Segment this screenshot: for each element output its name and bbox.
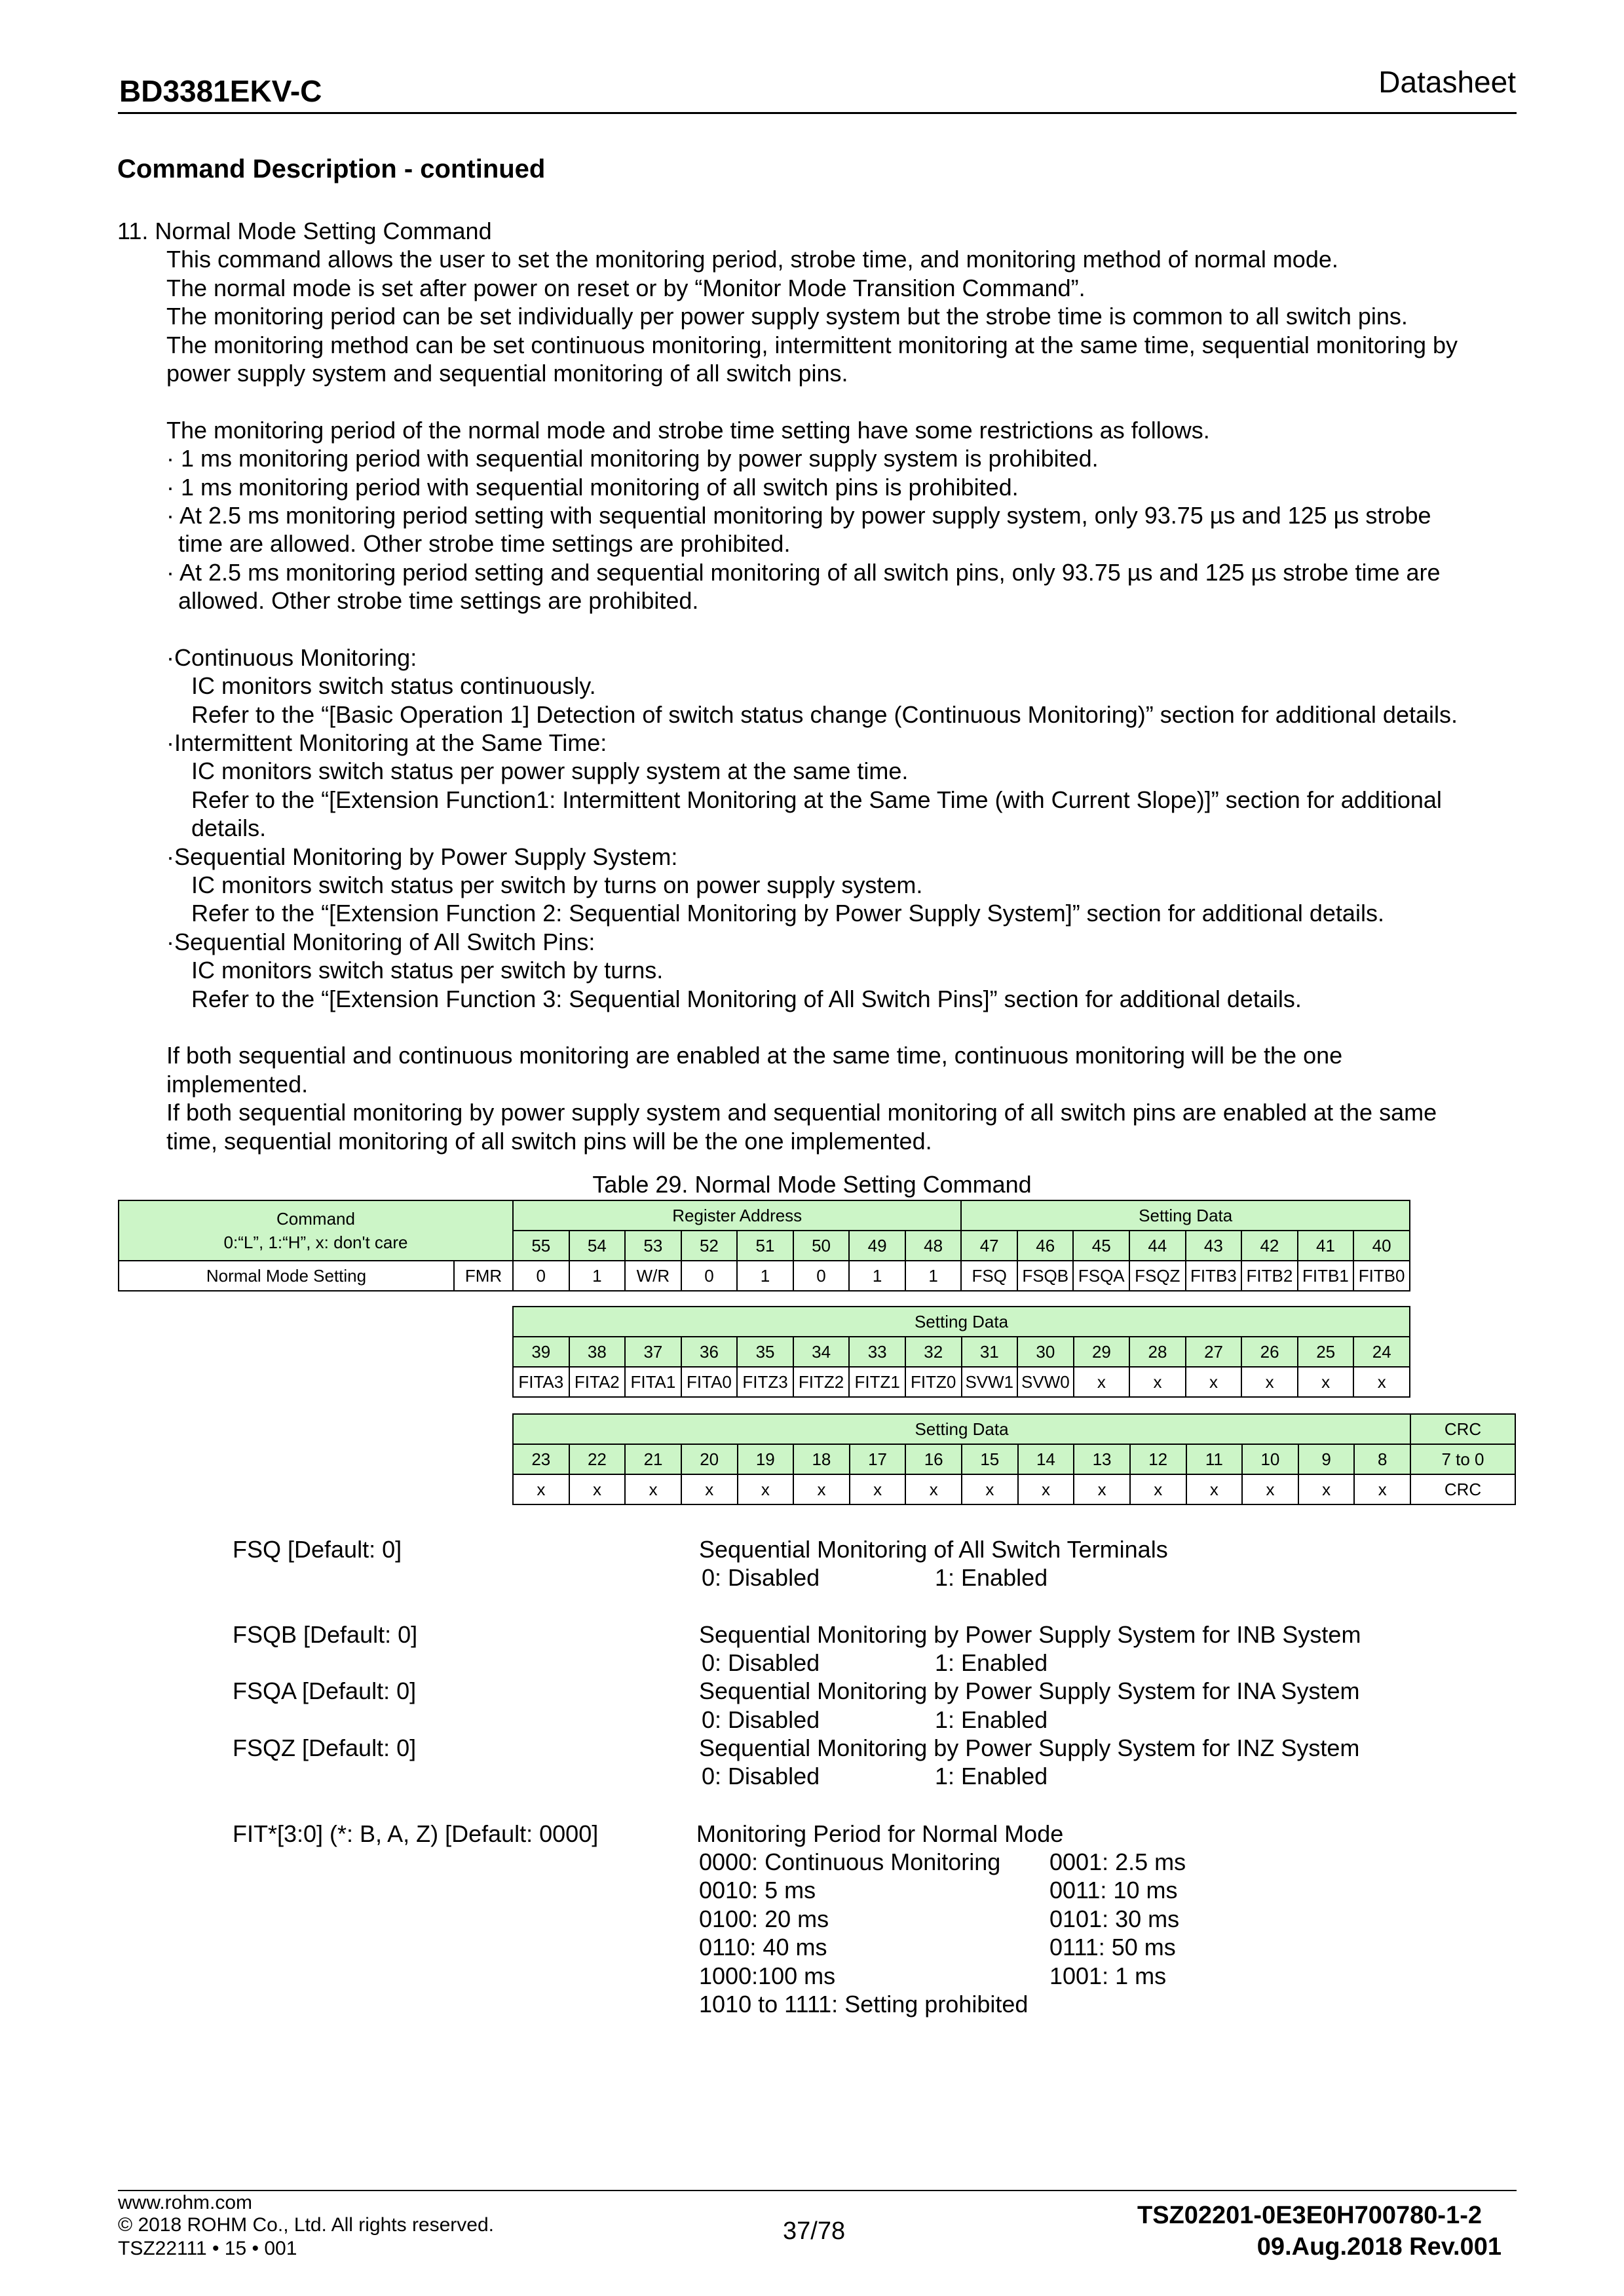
bit-number: 53 <box>625 1231 681 1261</box>
bit-number: 36 <box>681 1337 738 1367</box>
body-line: IC monitors switch status per switch by turns. <box>191 957 664 984</box>
bit-value: FITB0 <box>1353 1261 1410 1291</box>
fsqz-opt1: 1: Enabled <box>935 1763 1048 1789</box>
body-line: details. <box>191 814 267 842</box>
bit-value: 1 <box>905 1261 962 1291</box>
bit-number: 34 <box>793 1337 850 1367</box>
fsq-opt1: 1: Enabled <box>935 1564 1048 1591</box>
fit-option: 0001: 2.5 ms <box>1049 1848 1186 1875</box>
bit-value: x <box>962 1474 1018 1504</box>
bit-number: 30 <box>1017 1337 1074 1367</box>
form-code: TSZ22111 • 15 • 001 <box>118 2238 297 2259</box>
bit-value: x <box>1298 1474 1355 1504</box>
body-line <box>117 1013 1526 1041</box>
bit-value: x <box>1186 1474 1243 1504</box>
body-line <box>117 387 1526 415</box>
body-line: IC monitors switch status continuously. <box>191 672 596 700</box>
bit-number: 41 <box>1298 1231 1354 1261</box>
body-line: · 1 ms monitoring period with sequential monitoring of all switch pins is prohibited. <box>166 473 1019 501</box>
bit-value: FSQ <box>961 1261 1017 1291</box>
bit-number: 7 to 0 <box>1410 1444 1515 1474</box>
bit-value: 1 <box>849 1261 905 1291</box>
bit-number: 38 <box>569 1337 626 1367</box>
bit-value: W/R <box>625 1261 681 1291</box>
bit-number: 55 <box>513 1231 569 1261</box>
bit-number: 16 <box>905 1444 962 1474</box>
fsqa-desc: Sequential Monitoring by Power Supply System for INA System <box>699 1677 1360 1704</box>
register-table-1 <box>118 1200 1410 1292</box>
bit-value: x <box>1186 1367 1242 1397</box>
bit-number: 21 <box>625 1444 681 1474</box>
bit-number: 14 <box>1018 1444 1074 1474</box>
bit-value: FITA2 <box>569 1367 626 1397</box>
bit-value: 0 <box>793 1261 850 1291</box>
bit-value: x <box>1130 1474 1186 1504</box>
bit-number: 33 <box>849 1337 905 1367</box>
register-address-header: Register Address <box>513 1200 961 1231</box>
bit-number: 49 <box>849 1231 905 1261</box>
body-line: implemented. <box>166 1070 309 1098</box>
fit-option: 0011: 10 ms <box>1049 1877 1178 1904</box>
bit-number: 47 <box>961 1231 1017 1261</box>
body-line: power supply system and sequential monitoring of all switch pins. <box>166 359 848 387</box>
bit-number: 17 <box>850 1444 906 1474</box>
row-name: Normal Mode Setting <box>119 1261 454 1291</box>
body-line: ·Sequential Monitoring by Power Supply System: <box>166 843 678 870</box>
document-type: Datasheet <box>1378 65 1516 99</box>
fsq-opt0: 0: Disabled <box>702 1564 820 1591</box>
bit-value: x <box>1074 1474 1130 1504</box>
fsqz-desc: Sequential Monitoring by Power Supply System for INZ System <box>699 1734 1360 1761</box>
bit-value: x <box>850 1474 906 1504</box>
fit-option: 0111: 50 ms <box>1049 1934 1176 1961</box>
setting-data-header: Setting Data <box>961 1200 1410 1231</box>
bit-value: x <box>905 1474 962 1504</box>
fit-option: 1000:100 ms <box>699 1962 836 1989</box>
body-line: The normal mode is set after power on reset or by “Monitor Mode Transition Command”. <box>166 274 1086 301</box>
bit-number: 13 <box>1074 1444 1130 1474</box>
row-code: FMR <box>454 1261 513 1291</box>
fit-option: 0000: Continuous Monitoring <box>699 1848 1001 1875</box>
body-line: time are allowed. Other strobe time settings are prohibited. <box>178 530 791 558</box>
fsqa-opt0: 0: Disabled <box>702 1706 820 1733</box>
bit-number: 11 <box>1186 1444 1243 1474</box>
bit-number: 23 <box>513 1444 569 1474</box>
bit-value: FITZ0 <box>905 1367 962 1397</box>
bit-number: 27 <box>1186 1337 1242 1367</box>
body-line: The monitoring method can be set continuous monitoring, intermittent monitoring at the same time, sequential monitoring by <box>166 331 1458 358</box>
bit-number: 24 <box>1353 1337 1410 1367</box>
bit-number: 15 <box>962 1444 1018 1474</box>
crc-header: CRC <box>1410 1414 1515 1444</box>
command-label: Command <box>276 1209 355 1229</box>
body-line: ·Intermittent Monitoring at the Same Time: <box>166 729 607 757</box>
bit-value: FITB1 <box>1298 1261 1354 1291</box>
document-number: TSZ02201-0E3E0H700780-1-2 <box>1137 2202 1482 2229</box>
bit-number: 26 <box>1241 1337 1298 1367</box>
bit-value: FITA1 <box>625 1367 681 1397</box>
bit-number: 18 <box>793 1444 850 1474</box>
fit-desc: Monitoring Period for Normal Mode <box>696 1820 1064 1847</box>
bit-value: x <box>569 1474 626 1504</box>
body-line: allowed. Other strobe time settings are prohibited. <box>178 587 699 615</box>
date-revision: 09.Aug.2018 Rev.001 <box>1256 2233 1501 2261</box>
legend-text: 0:“L”, 1:“H”, x: don't care <box>223 1233 408 1252</box>
body-text <box>117 217 1526 1155</box>
body-line: ·Continuous Monitoring: <box>166 643 417 671</box>
fsqb-opt0: 0: Disabled <box>702 1649 820 1676</box>
fsqz-opt0: 0: Disabled <box>702 1763 820 1789</box>
bit-value: FITZ3 <box>737 1367 793 1397</box>
body-line: time, sequential monitoring of all switch pins will be the one implemented. <box>166 1127 932 1155</box>
website-link[interactable]: www.rohm.com <box>118 2192 253 2213</box>
bit-value: FITZ2 <box>793 1367 850 1397</box>
fit-option: 0100: 20 ms <box>699 1905 829 1932</box>
bit-number: 42 <box>1241 1231 1298 1261</box>
bit-value: 1 <box>569 1261 626 1291</box>
bit-number: 50 <box>793 1231 850 1261</box>
fsqb-desc: Sequential Monitoring by Power Supply System for INB System <box>699 1621 1361 1648</box>
fit-option: 1001: 1 ms <box>1049 1962 1167 1989</box>
bit-value: x <box>513 1474 569 1504</box>
bit-number: 32 <box>905 1337 962 1367</box>
bit-value: FITZ1 <box>849 1367 905 1397</box>
bit-number: 28 <box>1129 1337 1186 1367</box>
fsqb-label: FSQB [Default: 0] <box>233 1621 418 1648</box>
bit-number: 9 <box>1298 1444 1355 1474</box>
bit-value: x <box>681 1474 738 1504</box>
register-table-3 <box>512 1413 1516 1505</box>
body-line: · At 2.5 ms monitoring period setting and sequential monitoring of all switch pins, only 93.75 µs and 125 µs strobe time are <box>166 558 1441 586</box>
fit-option: 0101: 30 ms <box>1049 1905 1180 1932</box>
bit-number: 29 <box>1074 1337 1130 1367</box>
bit-number: 39 <box>513 1337 569 1367</box>
bit-number: 46 <box>1017 1231 1074 1261</box>
fsqa-label: FSQA [Default: 0] <box>233 1677 417 1704</box>
body-line <box>117 615 1526 643</box>
bit-value: SVW1 <box>962 1367 1018 1397</box>
bit-number: 19 <box>738 1444 794 1474</box>
fit-label: FIT*[3:0] (*: B, A, Z) [Default: 0000] <box>233 1820 599 1847</box>
bit-value: FSQB <box>1017 1261 1074 1291</box>
bit-number: 20 <box>681 1444 738 1474</box>
bit-number: 51 <box>737 1231 793 1261</box>
bit-number: 31 <box>962 1337 1018 1367</box>
body-line: Refer to the “[Extension Function 2: Sequential Monitoring by Power Supply System]” section for additional details. <box>191 900 1384 927</box>
body-line: Refer to the “[Extension Function 3: Sequential Monitoring of All Switch Pins]” section for additional details. <box>191 985 1302 1012</box>
bit-number: 10 <box>1242 1444 1298 1474</box>
bit-value: x <box>793 1474 850 1504</box>
bit-value: SVW0 <box>1017 1367 1074 1397</box>
fit-option: 0110: 40 ms <box>699 1934 827 1961</box>
copyright: © 2018 ROHM Co., Ltd. All rights reserved. <box>118 2214 494 2236</box>
footer-divider <box>118 2190 1517 2191</box>
body-line: If both sequential and continuous monitoring are enabled at the same time, continuous monitoring will be the one <box>166 1042 1343 1069</box>
setting-data-header: Setting Data <box>513 1307 1410 1337</box>
body-line: IC monitors switch status per switch by turns on power supply system. <box>191 871 923 898</box>
bit-value: 0 <box>513 1261 569 1291</box>
fit-option: 0010: 5 ms <box>699 1877 816 1904</box>
bit-value: x <box>1074 1367 1130 1397</box>
bit-number: 40 <box>1353 1231 1410 1261</box>
bit-number: 52 <box>681 1231 738 1261</box>
header-divider <box>118 112 1517 114</box>
fsq-desc: Sequential Monitoring of All Switch Terminals <box>699 1536 1168 1563</box>
bit-value: FITA3 <box>513 1367 569 1397</box>
bit-value: x <box>1018 1474 1074 1504</box>
bit-number: 54 <box>569 1231 626 1261</box>
bit-value: FITB3 <box>1186 1261 1242 1291</box>
body-line: The monitoring period can be set individually per power supply system but the strobe time is common to all switch pins. <box>166 303 1408 330</box>
bit-value: x <box>625 1474 681 1504</box>
body-line: The monitoring period of the normal mode and strobe time setting have some restrictions as follows. <box>166 416 1210 444</box>
body-line: IC monitors switch status per power supply system at the same time. <box>191 757 909 785</box>
bit-value: 0 <box>681 1261 738 1291</box>
bit-value: x <box>738 1474 794 1504</box>
body-line: If both sequential monitoring by power supply system and sequential monitoring of all switch pins are enabled at the same <box>166 1099 1437 1126</box>
bit-value: FSQA <box>1073 1261 1129 1291</box>
body-line: · At 2.5 ms monitoring period setting with sequential monitoring by power supply system, only 93.75 µs and 125 µs strobe <box>166 501 1431 529</box>
command-header <box>119 1200 513 1261</box>
body-line: This command allows the user to set the monitoring period, strobe time, and monitoring method of normal mode. <box>166 246 1338 273</box>
body-line: · 1 ms monitoring period with sequential monitoring by power supply system is prohibited. <box>166 445 1099 472</box>
fit-option: 1010 to 1111: Setting prohibited <box>699 1991 1029 2018</box>
bit-value: 1 <box>737 1261 793 1291</box>
section-title: Command Description - continued <box>117 155 546 183</box>
fsq-label: FSQ [Default: 0] <box>233 1536 402 1563</box>
bit-value: x <box>1241 1367 1298 1397</box>
setting-data-header: Setting Data <box>513 1414 1410 1444</box>
register-table-2 <box>512 1306 1410 1398</box>
bit-number: 44 <box>1129 1231 1186 1261</box>
page-number: 37/78 <box>783 2217 846 2245</box>
bit-number: 43 <box>1186 1231 1242 1261</box>
bit-value: FSQZ <box>1129 1261 1186 1291</box>
table-caption: Table 29. Normal Mode Setting Command <box>592 1171 1032 1198</box>
bit-value: CRC <box>1410 1474 1515 1504</box>
fsqb-opt1: 1: Enabled <box>935 1649 1048 1676</box>
bit-number: 37 <box>625 1337 681 1367</box>
bit-number: 8 <box>1354 1444 1410 1474</box>
bit-number: 48 <box>905 1231 962 1261</box>
bit-value: x <box>1129 1367 1186 1397</box>
fsqa-opt1: 1: Enabled <box>935 1706 1048 1733</box>
fsqz-label: FSQZ [Default: 0] <box>233 1734 417 1761</box>
bit-value: x <box>1298 1367 1354 1397</box>
bit-value: x <box>1242 1474 1298 1504</box>
body-line: ·Sequential Monitoring of All Switch Pins: <box>166 928 595 955</box>
bit-value: FITB2 <box>1241 1261 1298 1291</box>
body-line: Refer to the “[Basic Operation 1] Detection of switch status change (Continuous Monitoring)” section for additional details. <box>191 700 1458 728</box>
bit-number: 45 <box>1073 1231 1129 1261</box>
bit-value: x <box>1354 1474 1410 1504</box>
body-line: 11. Normal Mode Setting Command <box>117 218 492 244</box>
part-number: BD3381EKV-C <box>119 74 322 108</box>
bit-number: 12 <box>1130 1444 1186 1474</box>
bit-number: 35 <box>737 1337 793 1367</box>
body-line: Refer to the “[Extension Function1: Intermittent Monitoring at the Same Time (with Current Slope)]” section for additional <box>191 786 1442 813</box>
bit-value: x <box>1353 1367 1410 1397</box>
bit-value: FITA0 <box>681 1367 738 1397</box>
bit-number: 25 <box>1298 1337 1354 1367</box>
bit-number: 22 <box>569 1444 626 1474</box>
